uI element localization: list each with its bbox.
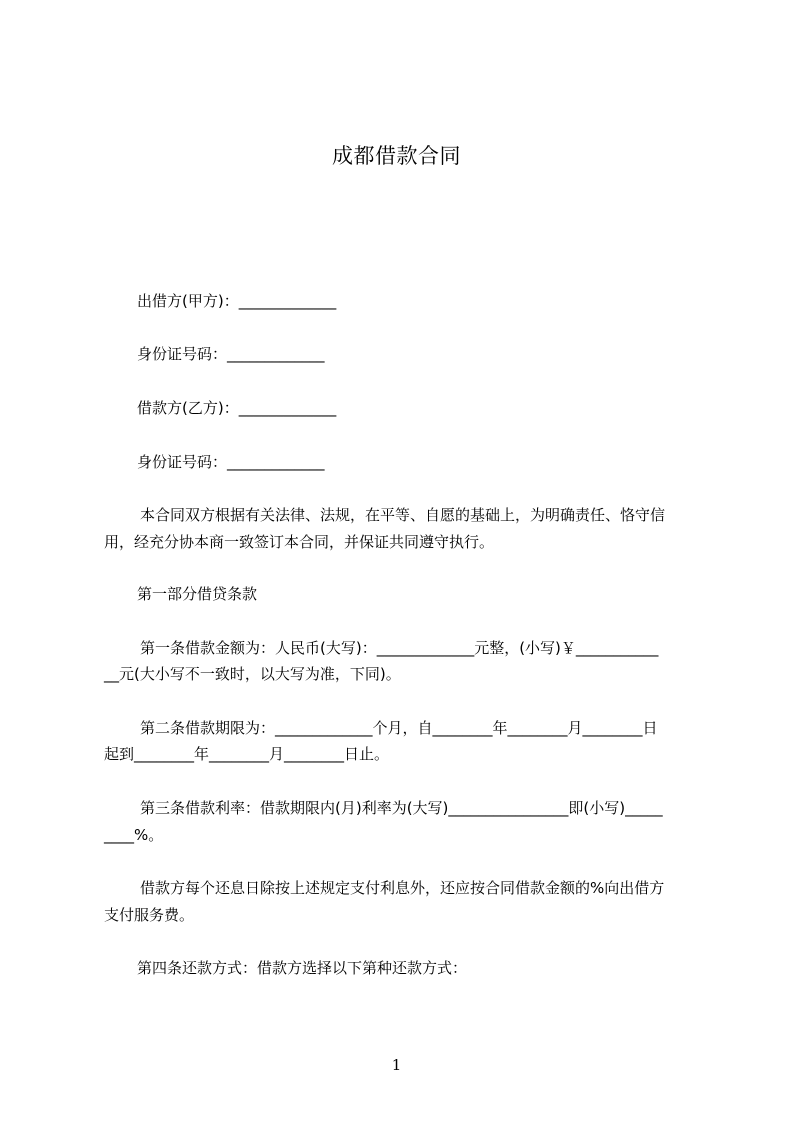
- service-fee-line-2: 支付服务费。: [104, 906, 195, 924]
- article4-line: 第四条还款方式：借款方选择以下第种还款方式：: [137, 959, 468, 977]
- article3-line-1: 第三条借款利率：借款期限内(月)利率为(大写)________________即(小写)_____: [140, 799, 663, 817]
- document-title: 成都借款合同: [332, 144, 461, 168]
- part1-heading: 第一部分借贷条款: [137, 585, 258, 603]
- borrower-field: 借款方(乙方)：_____________: [137, 399, 337, 417]
- article1-line-1: 第一条借款金额为：人民币(大写)：_____________元整，(小写)￥___________: [140, 639, 659, 657]
- page-number: 1: [391, 1056, 402, 1074]
- article2-line-1: 第二条借款期限为：_____________个月，自________年________月________日: [140, 719, 658, 737]
- preamble-line-2: 用，经充分协本商一致签订本合同，并保证共同遵守执行。: [104, 533, 495, 551]
- preamble-line-1: 本合同双方根据有关法律、法规，在平等、自愿的基础上，为明确责任、恪守信: [140, 506, 666, 524]
- borrower-id-field: 身份证号码：_____________: [137, 453, 325, 471]
- article2-line-2: 起到________年________月________日止。: [104, 745, 390, 763]
- lender-id-field: 身份证号码：_____________: [137, 345, 325, 363]
- service-fee-line-1: 借款方每个还息日除按上述规定支付利息外，还应按合同借款金额的%向出借方: [140, 879, 665, 897]
- article1-line-2: __元(大小写不一致时，以大写为准，下同)。: [104, 665, 401, 683]
- article3-line-2: ____%。: [104, 826, 164, 844]
- lender-field: 出借方(甲方)：_____________: [137, 292, 337, 310]
